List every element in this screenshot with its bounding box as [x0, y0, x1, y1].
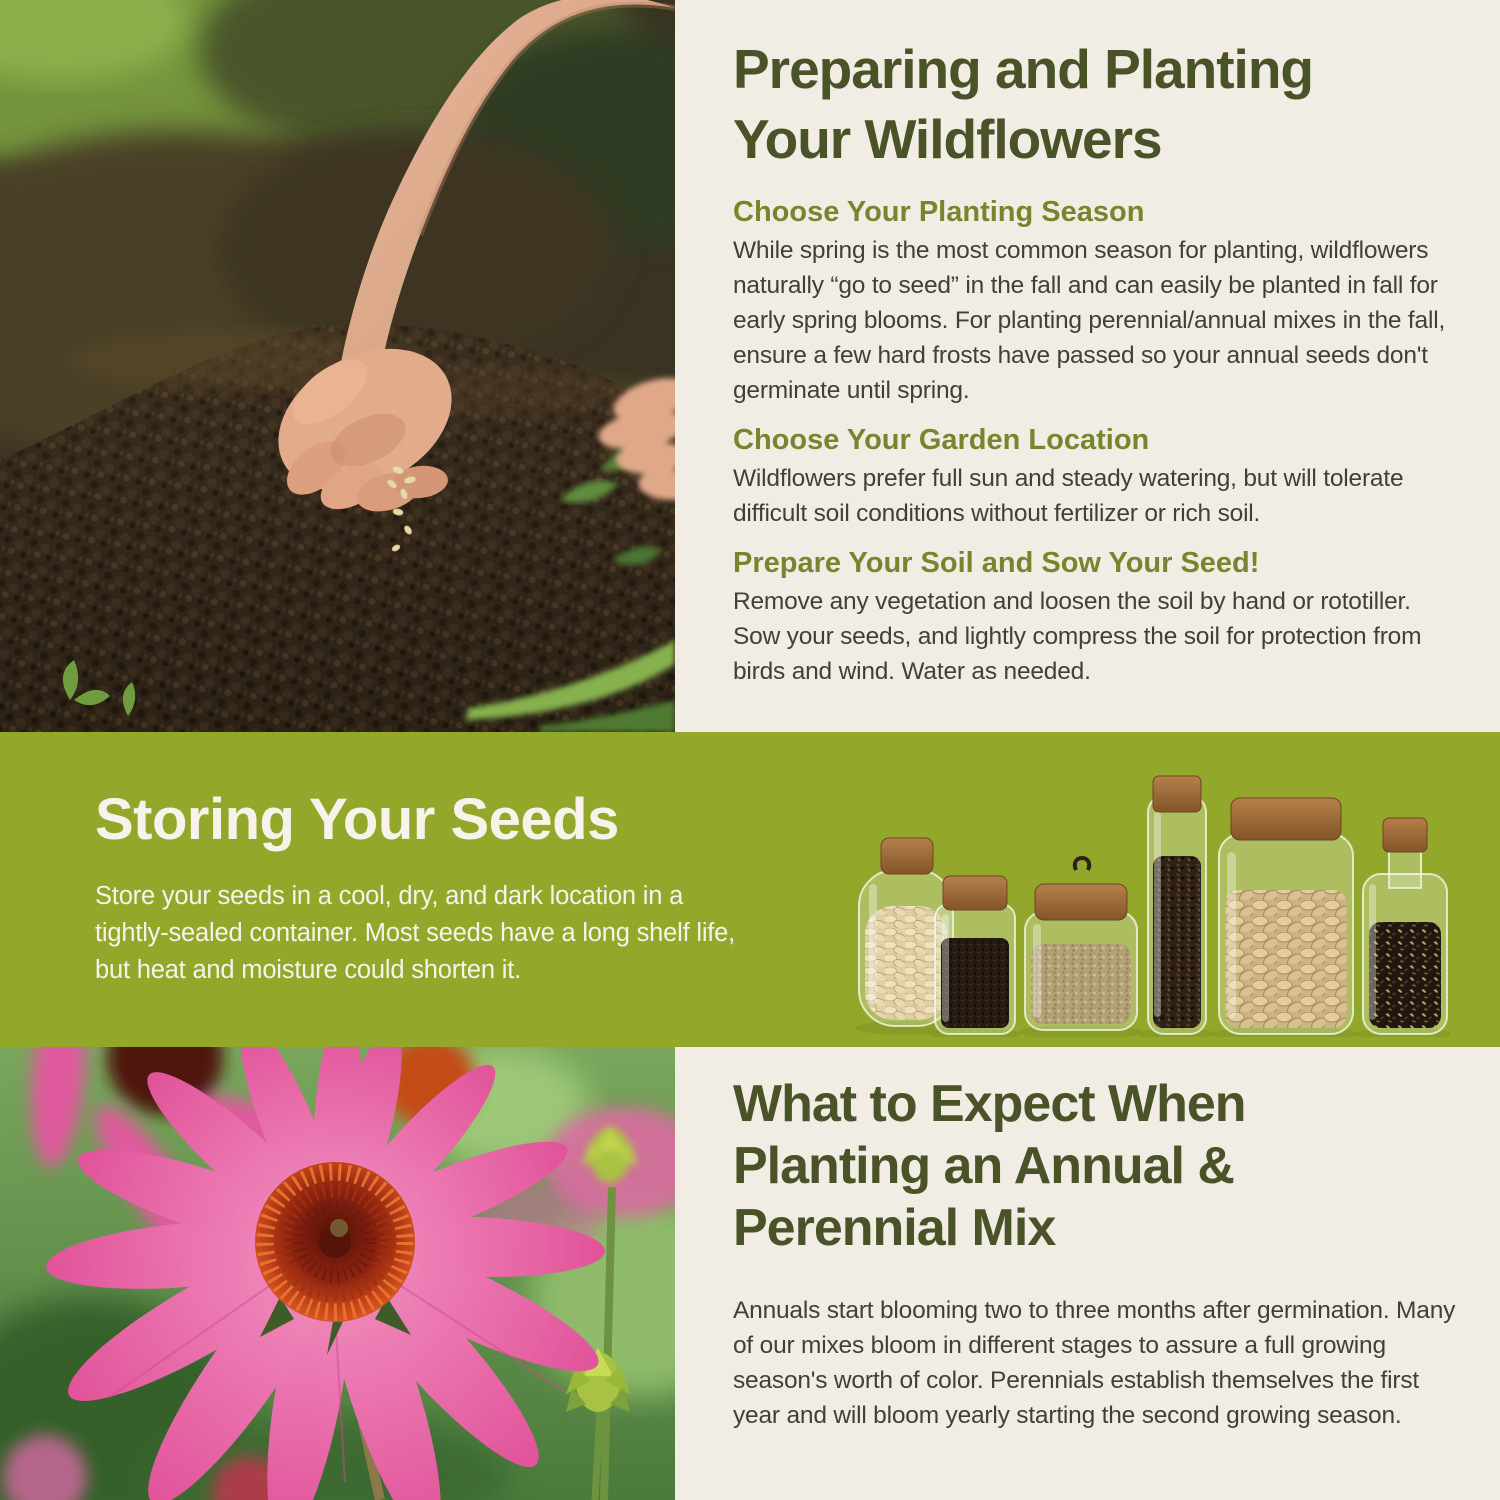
planting-heading: Preparing and Planting Your Wildflowers: [733, 38, 1314, 170]
expect-section: [675, 1047, 1500, 1500]
subsection-body: While spring is the most common season for planting, wildflowers naturally “go to seed” in the fall and can easily be planted in fall for early spring blooms. For planting perennial/annual mixes in the fall, ensure a few hard frosts have passed so your annual seeds don't germinate until spring.: [733, 237, 1446, 404]
jar-tall-tube: [1148, 776, 1206, 1034]
subsection-title: Choose Your Planting Season: [733, 196, 1145, 228]
jar-mixed-seeds: [1363, 818, 1447, 1034]
seed-jars-photo: [845, 772, 1450, 1042]
planting-section: [675, 0, 1500, 732]
expect-heading: What to Expect When Planting an Annual & Perennial Mix: [733, 1075, 1246, 1257]
subsection-garden-location: [733, 426, 1460, 531]
subsection-body: Remove any vegetation and loosen the soil by hand or rototiller. Sow your seeds, and lightly compress the soil for protection from birds and wind. Water as needed.: [733, 588, 1422, 685]
coneflower-photo: [0, 1047, 675, 1500]
subsection-prepare-soil: [733, 549, 1460, 689]
storing-section-text: [95, 788, 765, 989]
subsection-planting-season: [733, 198, 1460, 408]
jar-pumpkin-seeds: [1219, 798, 1353, 1034]
sowing-seeds-photo: [0, 0, 675, 732]
expect-body: Annuals start blooming two to three months after germination. Many of our mixes bloom in different stages to assure a full growing season's worth of color. Perennials establish themselves the first year and will bloom yearly starting the second growing season.: [733, 1297, 1456, 1429]
jar-dark-fine: [935, 876, 1015, 1034]
storing-body: Store your seeds in a cool, dry, and dark location in a tightly-sealed container. Most seeds have a long shelf life, but heat and moisture could shorten it.: [95, 882, 736, 984]
storing-section-band: [0, 732, 1500, 1047]
subsection-title: Prepare Your Soil and Sow Your Seed!: [733, 547, 1260, 579]
subsection-body: Wildflowers prefer full sun and steady watering, but will tolerate difficult soil conditions without fertilizer or rich soil.: [733, 465, 1404, 527]
storing-heading: Storing Your Seeds: [95, 787, 619, 852]
jar-tan-fine: [1025, 858, 1137, 1030]
subsection-title: Choose Your Garden Location: [733, 424, 1150, 456]
